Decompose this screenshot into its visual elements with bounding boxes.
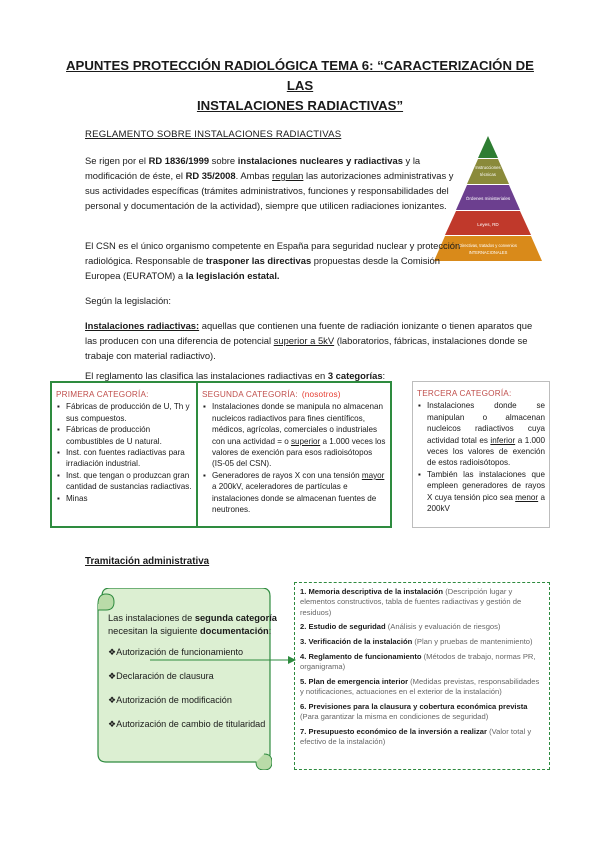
pyramid-apex xyxy=(478,136,498,158)
text: a 1.000 veces los valores de exención para esos radioisótopos (IS-05 del CSN). xyxy=(212,436,386,469)
rd-1836: RD 1836/1999 xyxy=(148,155,210,166)
text: las autorizaciones administrativas y sus actividades específicas (trámites administrativos, funciones y responsabilidades del personal y documentación de la actividad), siempre que utilicen radiaciones ionizantes. xyxy=(85,170,454,211)
doc-item-label: Autorización de modificación xyxy=(116,695,232,705)
diamond-icon: ❖ xyxy=(108,647,117,657)
text: Las instalaciones de xyxy=(108,613,195,623)
text: y la modificación de éste, el xyxy=(85,155,421,181)
category-title xyxy=(202,389,386,400)
diamond-icon: ❖ xyxy=(108,671,117,681)
text: propuestas desde la Comisión Europea (EURATOM) a xyxy=(85,255,440,281)
doc-item-label: Autorización de funcionamiento xyxy=(116,647,244,657)
diamond-icon: ❖ xyxy=(108,695,117,705)
bold-text: instalaciones nucleares y radiactivas xyxy=(237,155,403,166)
underlined-text: regulan xyxy=(272,170,304,181)
pyramid-label-3: Leyes, RD xyxy=(477,222,499,227)
list-item: ▪ Minas xyxy=(66,493,192,504)
title-line-1: APUNTES PROTECCIÓN RADIOLÓGICA TEMA 6: “CARACTERIZACIÓN DE LAS xyxy=(66,58,534,93)
doc-entry-desc: (Medidas previstas, responsabilidades y notificaciones, actuaciones en el exterior de la instalación) xyxy=(300,676,540,696)
text: (laboratorios, fábricas, instalaciones donde se trabaje con material radiactivo). xyxy=(85,335,528,361)
text: a 200kV xyxy=(427,492,545,514)
category-list xyxy=(417,400,545,514)
underlined-text: menor xyxy=(515,492,539,502)
document-title xyxy=(60,56,540,116)
paragraph-csn xyxy=(85,238,465,283)
text: Generadores de rayos X con una tensión xyxy=(212,470,362,480)
pyramid-label-1a: Instrucciones xyxy=(475,165,501,170)
doc-entry xyxy=(300,652,544,673)
list-item: ▪ Inst. que tengan o produzcan gran cantidad de sustancias radiactivas. xyxy=(66,470,192,493)
list-item xyxy=(427,469,545,515)
category-segunda xyxy=(196,381,392,528)
doc-item-label: Autorización de cambio de titularidad xyxy=(116,719,266,729)
bold-text: trasponer las directivas xyxy=(205,255,312,266)
doc-entry-desc: (Plan y pruebas de mantenimiento) xyxy=(412,636,533,646)
doc-entry-title: 6. Previsiones para la clausura y cobertura económica prevista xyxy=(300,701,528,711)
category-title: PRIMERA CATEGORÍA: xyxy=(56,390,149,399)
underlined-text: inferior xyxy=(490,435,516,445)
arrow-to-docs xyxy=(150,650,296,670)
category-title-text: SEGUNDA CATEGORÍA: xyxy=(202,390,298,399)
doc-entry xyxy=(300,587,544,618)
section-heading-reglamento: REGLAMENTO SOBRE INSTALACIONES RADIACTIVAS xyxy=(85,129,342,140)
paragraph-definicion xyxy=(85,318,545,363)
text: aquellas que contienen una fuente de radiación ionizante o tienen aparatos que las producen con una diferencia de potencial xyxy=(85,320,533,346)
underlined-text: superior xyxy=(290,436,321,446)
list-item: ▪ Inst. con fuentes radiactivas para irradiación industrial. xyxy=(66,447,192,470)
bold-text: 3 categorías xyxy=(327,370,383,381)
doc-entry xyxy=(300,622,544,632)
doc-entry-desc: (Valor total y efectivo de la instalación) xyxy=(300,726,532,746)
term-instalaciones-radiactivas: Instalaciones radiactivas: xyxy=(85,320,200,331)
bold-text: segunda categoría xyxy=(194,613,277,623)
bold-text: documentación xyxy=(200,626,269,636)
category-tercera xyxy=(412,381,550,528)
pyramid-label-4a: Directivas, tratados y convenios xyxy=(459,243,517,248)
doc-entry-desc: (Análisis y evaluación de riesgos) xyxy=(385,622,501,632)
text: También las instalaciones que empleen generadores de rayos X cuya tensión pico sea xyxy=(427,469,545,502)
scroll-intro xyxy=(108,612,278,638)
doc-entry-title: 7. Presupuesto económico de la inversión a realizar xyxy=(300,726,487,736)
doc-entry-desc: (Para garantizar la misma en condiciones de seguridad) xyxy=(300,711,489,721)
text: a 1.000 veces los valores de exención de estos radioisótopos. xyxy=(427,435,545,468)
doc-entry xyxy=(300,727,544,748)
underlined-text: superior a 5kV xyxy=(273,335,335,346)
category-title: TERCERA CATEGORÍA: xyxy=(417,389,512,398)
categories-row xyxy=(50,381,550,528)
list-item xyxy=(212,401,386,469)
category-primera xyxy=(50,381,198,528)
rd-35: RD 35/2008 xyxy=(185,170,236,181)
scroll-content xyxy=(108,612,278,731)
text: . Ambas xyxy=(235,170,273,181)
list-item xyxy=(212,470,386,516)
doc-entry-desc: (Métodos de trabajo, normas PR, organigrama) xyxy=(300,651,536,671)
pyramid-label-4b: INTERNACIONALES xyxy=(468,250,508,255)
doc-entry xyxy=(300,677,544,698)
text: sobre xyxy=(209,155,238,166)
text: Instalaciones donde se manipula no almacenan nucleicos radiactivos para fines científicos, médicos, agrícolas, comerciales o industriales con una actividad = o xyxy=(212,402,383,446)
text: El CSN es el único organismo competente en España para seguridad nuclear y protección radiológica. Responsable de xyxy=(85,240,461,266)
category-list xyxy=(56,401,192,504)
text: Instalaciones donde se manipulan o almacenan nucleicos radiactivos cuya actividad total es xyxy=(427,401,545,445)
category-list xyxy=(202,401,386,515)
bold-text: la legislación estatal. xyxy=(185,270,280,281)
doc-entry-desc: (Descripción lugar y elementos constructivos, tabla de fuentes radiactivas y gestión de residuos) xyxy=(300,587,522,617)
text: Se rigen por el xyxy=(85,155,149,166)
list-item: ▪ Fábricas de producción de U, Th y sus compuestos. xyxy=(66,401,192,424)
doc-item-label: Declaración de clausura xyxy=(116,671,214,681)
text: : xyxy=(382,370,386,381)
doc-entry-title: 2. Estudio de seguridad xyxy=(300,622,386,632)
doc-entry xyxy=(300,637,544,647)
text: El reglamento las clasifica las instalaciones radiactivas en xyxy=(85,370,328,381)
diamond-icon: ❖ xyxy=(108,719,117,729)
doc-item-clausura xyxy=(108,670,278,683)
doc-entry-title: 3. Verificación de la instalación xyxy=(300,636,413,646)
doc-item-modificacion xyxy=(108,694,278,707)
title-line-2: INSTALACIONES RADIACTIVAS” xyxy=(196,98,404,113)
list-item: ▪ Fábricas de producción combustibles de U natural. xyxy=(66,424,192,447)
doc-entry-title: 1. Memoria descriptiva de la instalación xyxy=(300,587,444,596)
documentation-list-box xyxy=(294,582,550,770)
text: necesitan la siguiente xyxy=(108,626,200,636)
pyramid-label-1b: técnicas xyxy=(480,172,496,177)
text: : xyxy=(268,626,272,636)
list-item xyxy=(427,400,545,468)
text: a 200kV, aceleradores de partículas e instalaciones donde se almacenan fuentes de neutrones. xyxy=(212,482,377,515)
section-heading-tramitacion: Tramitación administrativa xyxy=(85,556,210,567)
pyramid-label-2: Órdenes ministeriales xyxy=(465,196,511,201)
underlined-text: mayor xyxy=(361,470,385,480)
doc-item-titularidad xyxy=(108,718,278,731)
doc-entry xyxy=(300,702,544,723)
paragraph-segun: Según la legislación: xyxy=(85,295,171,306)
scroll-curl-top xyxy=(98,594,114,610)
nosotros-note: (nosotros) xyxy=(301,390,341,399)
paragraph-rd xyxy=(85,153,465,213)
doc-entry-title: 5. Plan de emergencia interior xyxy=(300,676,409,686)
doc-entry-title: 4. Reglamento de funcionamiento xyxy=(300,651,422,661)
